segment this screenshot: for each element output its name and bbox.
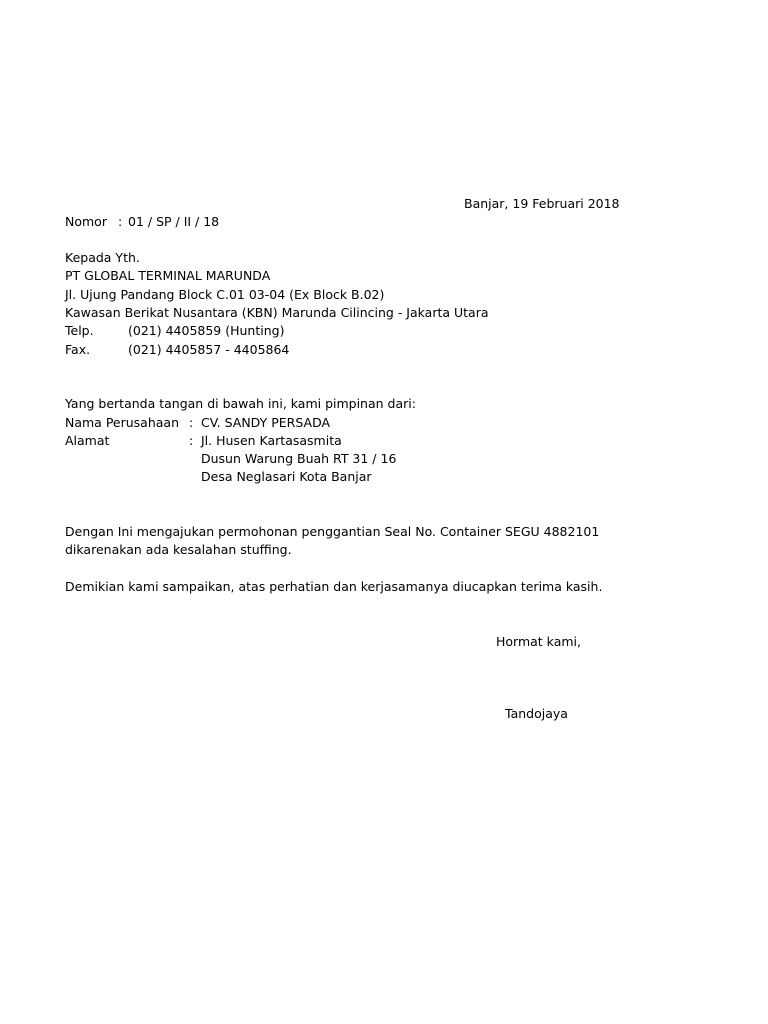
company-value: CV. SANDY PERSADA (201, 415, 331, 430)
nomor-value: 01 / SP / II / 18 (128, 214, 220, 229)
address-label: Alamat (65, 433, 110, 448)
sender-intro: Yang bertanda tangan di bawah ini, kami pimpinan dari: (65, 396, 416, 411)
recipient-address-2: Kawasan Berikat Nusantara (KBN) Marunda Cilincing - Jakarta Utara (65, 305, 489, 320)
company-label: Nama Perusahaan (65, 415, 180, 430)
closing-text: Demikian kami sampaikan, atas perhatian dan kerjasamanya diucapkan terima kasih. (65, 579, 603, 594)
nomor-label: Nomor (65, 214, 107, 229)
address-line-1: Jl. Husen Kartasasmita (201, 433, 342, 448)
letter-date: Banjar, 19 Februari 2018 (464, 196, 620, 211)
address-separator: : (189, 433, 194, 448)
fax-label: Fax. (65, 342, 91, 357)
recipient-greeting: Kepada Yth. (65, 250, 140, 265)
body-line-2: dikarenakan ada kesalahan stuffing. (65, 542, 292, 557)
telp-label: Telp. (65, 323, 94, 338)
recipient-address-1: Jl. Ujung Pandang Block C.01 03-04 (Ex Block B.02) (65, 287, 385, 302)
nomor-separator: : (118, 214, 123, 229)
signatory-name: Tandojaya (505, 706, 568, 721)
body-line-1: Dengan Ini mengajukan permohonan penggantian Seal No. Container SEGU 4882101 (65, 524, 600, 539)
recipient-company: PT GLOBAL TERMINAL MARUNDA (65, 268, 271, 283)
telp-value: (021) 4405859 (Hunting) (128, 323, 285, 338)
address-line-2: Dusun Warung Buah RT 31 / 16 (201, 451, 397, 466)
fax-value: (021) 4405857 - 4405864 (128, 342, 290, 357)
address-line-3: Desa Neglasari Kota Banjar (201, 469, 372, 484)
signoff-salutation: Hormat kami, (496, 634, 581, 649)
company-separator: : (189, 415, 194, 430)
